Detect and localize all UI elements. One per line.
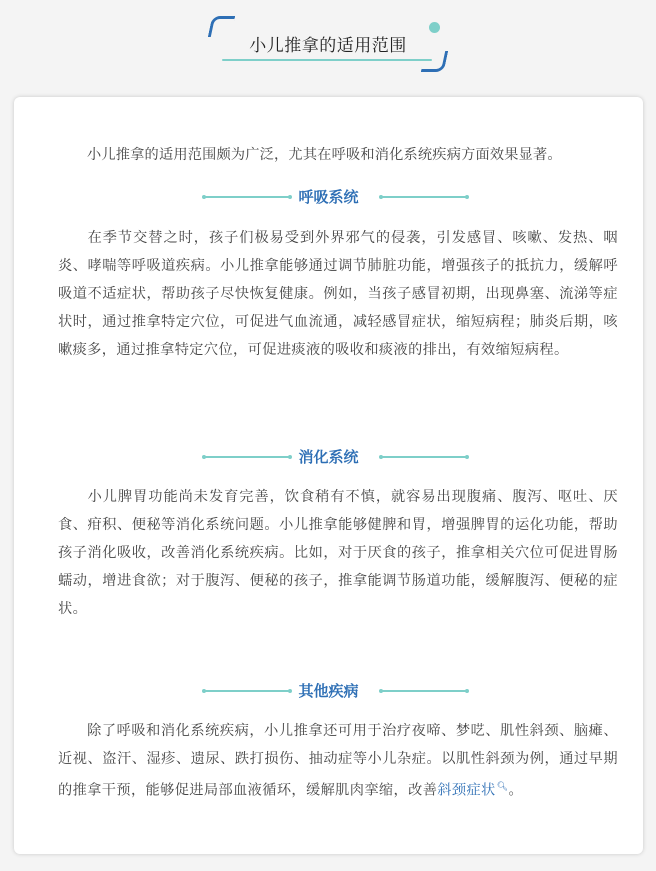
- title-bracket-right-decoration: [421, 51, 448, 72]
- title-header: [208, 14, 448, 74]
- other-text: 除了呼吸和消化系统疾病，小儿推拿还可用于治疗夜啼、梦呓、肌性斜颈、脑瘫、近视、盗汗、湿疹、遗尿、跌打损伤、抽动症等小儿杂症。以肌性斜颈为例，通过早期的推拿干预，能够促进局部血液循环，缓解肌肉挛缩，改善: [58, 723, 618, 799]
- section-heading-label: 呼吸系统: [298, 188, 359, 206]
- section-heading-respiratory: [14, 185, 643, 209]
- digestive-text: 小儿脾胃功能尚未发育完善，饮食稍有不慎，就容易出现腹痛、腹泻、呕吐、厌食、疳积、便秘等消化系统问题。小儿推拿能够健脾和胃，增强脾胃的运化功能，帮助孩子消化吸收，改善消化系统疾病。比如，对于厌食的孩子，推拿相关穴位可促进胃肠蠕动，增进食欲；对于腹泻、便秘的孩子，推拿能调节肠道功能，缓解腹泻、便秘的症状。: [58, 489, 618, 617]
- intro-paragraph: [58, 141, 618, 169]
- heading-line-right: [381, 456, 467, 458]
- torticollis-symptoms-link[interactable]: 斜颈症状: [437, 782, 496, 799]
- section-heading-label: 消化系统: [298, 448, 359, 466]
- heading-line-right: [381, 690, 467, 692]
- page-title: 小儿推拿的适用范围: [249, 36, 407, 56]
- intro-text: 小儿推拿的适用范围颇为广泛，尤其在呼吸和消化系统疾病方面效果显著。: [87, 147, 562, 163]
- search-icon[interactable]: 🔍︎: [496, 782, 509, 792]
- section-heading-other: [14, 679, 643, 703]
- heading-line-right: [381, 196, 467, 198]
- section-heading-label: 其他疾病: [298, 682, 359, 700]
- title-underline-decoration: [222, 59, 432, 61]
- section-heading-digestive: [14, 445, 643, 469]
- other-paragraph: [58, 717, 618, 805]
- respiratory-paragraph: [58, 224, 618, 364]
- digestive-paragraph: [58, 483, 618, 623]
- other-text-tail: 。: [508, 782, 524, 799]
- content-card: [14, 97, 643, 854]
- respiratory-text: 在季节交替之时，孩子们极易受到外界邪气的侵袭，引发感冒、咳嗽、发热、咽炎、哮喘等呼吸道疾病。小儿推拿能够通过调节肺脏功能，增强孩子的抵抗力，缓解呼吸道不适症状，帮助孩子尽快恢复健康。例如，当孩子感冒初期，出现鼻塞、流涕等症状时，通过推拿特定穴位，可促进气血流通，减轻感冒症状，缩短病程；肺炎后期，咳嗽痰多，通过推拿特定穴位，可促进痰液的吸收和痰液的排出，有效缩短病程。: [58, 230, 618, 358]
